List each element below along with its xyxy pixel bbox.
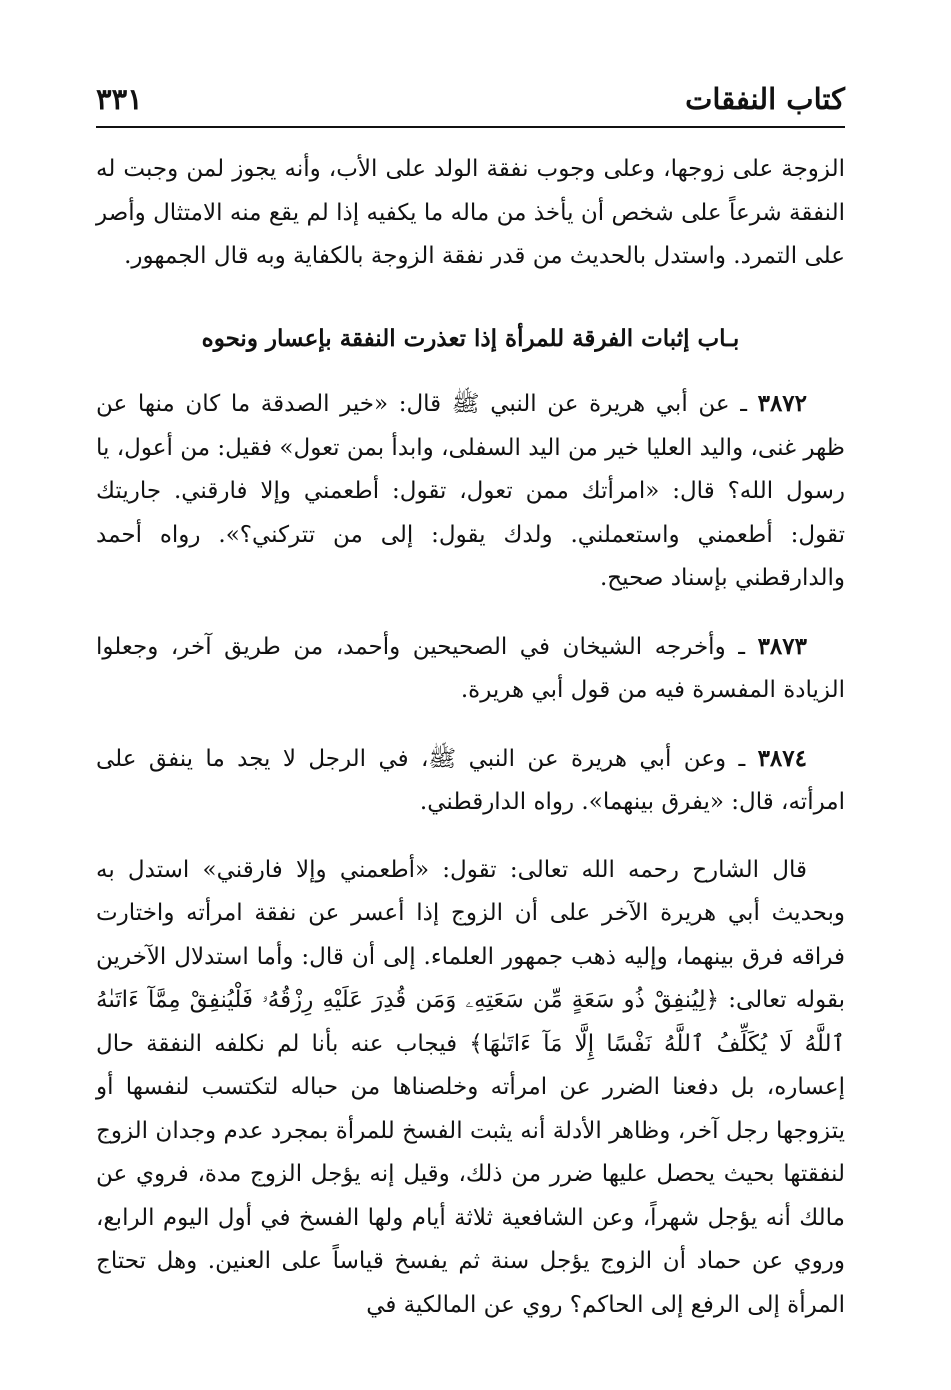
hadith-number: ٣٨٧٢: [757, 390, 808, 417]
hadith-number: ٣٨٧٣: [757, 632, 807, 660]
page-header: [96, 78, 845, 128]
intro-paragraph: الزوجة على زوجها، وعلى وجوب نفقة الولد على الأب، وأنه يجوز لمن وجبت له النفقة شرعاً على شخص أن يأخذ من ماله ما يكفيه إذا لم يقع منه الامتثال وأصر على التمرد. واستدل بالحديث من قدر نفقة الزوجة بالكفاية وبه قال الجمهور.: [96, 156, 845, 269]
hadith-3873: [96, 625, 845, 713]
hadith-3872: [96, 382, 845, 601]
chapter-title: بـاب إثبات الفرقة للمرأة إذا تعذرت النفقة بإعسار ونحوه: [201, 324, 740, 352]
commentary-paragraph: قال الشارح رحمه الله تعالى: تقول: «أطعمني وإلا فارقني» استدل به وبحديث أبي هريرة الآخر على أن الزوج إذا أعسر عن نفقة امرأته واختارت فراقه فرق بينهما، وإليه ذهب جمهور العلماء. إلى أن قال: وأما استدلال الآخرين بقوله تعالى: ﴿لِيُنفِقْ ذُو سَعَةٍ مِّن سَعَتِهِۦ وَمَن قُدِرَ عَلَيْهِ رِزْقُهُۥ فَلْيُنفِقْ مِمَّآ ءَاتَىٰهُ ٱللَّهُ لَا يُكَلِّفُ ٱللَّهُ نَفْسًا إِلَّا مَآ ءَاتَىٰهَا﴾ فيجاب عنه بأنا لم نكلفه النفقة حال إعساره، بل دفعنا الضرر عن امرأته وخلصناها من حباله لتكتسب لنفسها أو يتزوجها رجل آخر، وظاهر الأدلة أنه يثبت الفسخ للمرأة بمجرد عدم وجدان الزوج لنفقتها بحيث يحصل عليها ضرر من ذلك، وقيل إنه يؤجل الزوج مدة، فروي عن مالك أنه يؤجل شهراً، وعن الشافعية ثلاثة أيام ولها الفسخ في أول اليوم الرابع، وروي عن حماد أن الزوج يؤجل سنة ثم يفسخ قياساً على العنين. وهل تحتاج المرأة إلى الرفع إلى الحاكم؟ روي عن المالكية في: [96, 856, 845, 1318]
page-body: [96, 148, 845, 1327]
hadith-number: ٣٨٧٤: [757, 744, 807, 772]
hadith-text: ـ عن أبي هريرة عن النبي ﷺ قال: «خير الصدقة ما كان منها عن ظهر غنى، واليد العليا خير من اليد السفلى، وابدأ بمن تعول» فقيل: من أعول، يا رسول الله؟ قال: «امرأتك ممن تعول، تقول: أطعمني وإلا فارقني. جاريتك تقول: أطعمني واستعملني. ولدك يقول: إلى من تتركني؟». رواه أحمد والدارقطني بإسناد صحيح.: [96, 391, 845, 591]
hadith-3874: [96, 737, 845, 825]
page-number: ٣٣١: [96, 82, 143, 116]
hadith-text: ـ وأخرجه الشيخان في الصحيحين وأحمد، من طريق آخر، وجعلوا الزيادة المفسرة فيه من قول أبي هريرة.: [96, 633, 845, 703]
hadith-text: ـ وعن أبي هريرة عن النبي ﷺ، في الرجل لا يجد ما ينفق على امرأته، قال: «يفرق بينهما». رواه الدارقطني.: [96, 745, 845, 815]
running-title: كتاب النفقات: [685, 82, 845, 116]
